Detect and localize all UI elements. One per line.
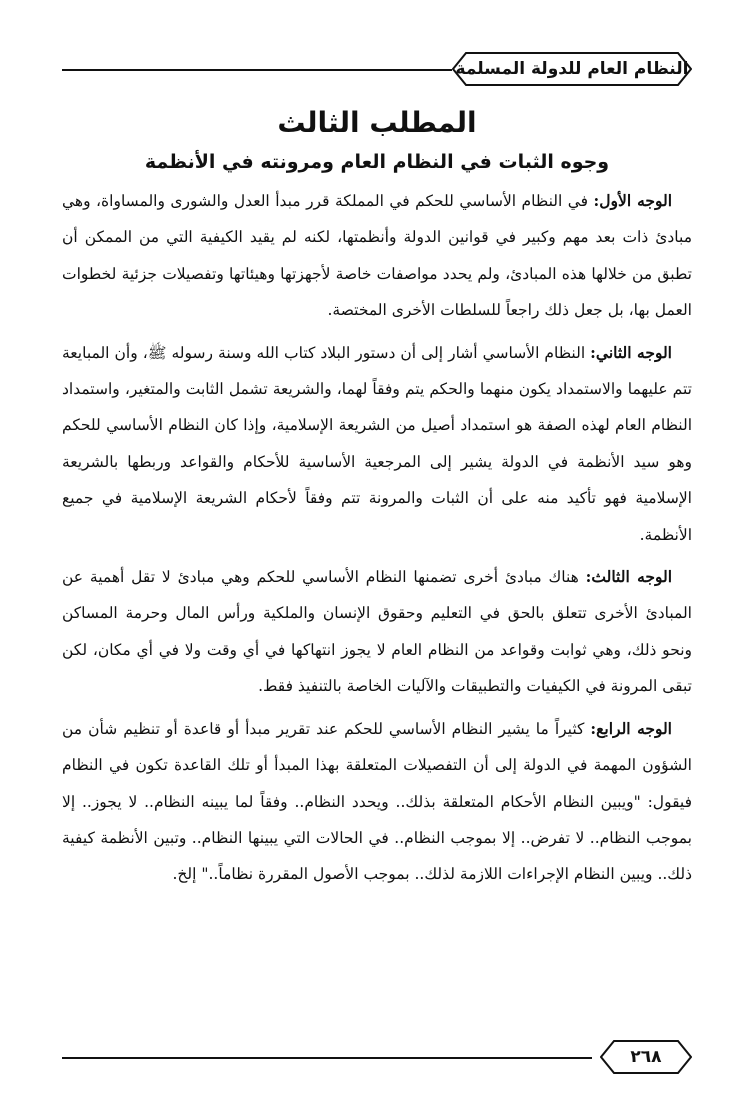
body-text	[62, 183, 692, 899]
page-number-badge	[600, 1040, 692, 1074]
header-rule	[62, 69, 452, 71]
paragraph-lead: الوجه الثاني:	[590, 342, 672, 362]
paragraph-third-aspect	[62, 559, 692, 705]
paragraph-text: كثيراً ما يشير النظام الأساسي للحكم عند تقرير مبدأ أو قاعدة أو تنظيم شأن من الشؤون المهمة في الدولة إلى أن التفصيلات المتعلقة بهذا المبدأ أو تلك القاعدة تكون في النظام فيقول: "ويبين النظام الأحكام المتعلقة بذلك.. ويحدد النظام.. وفقاً لما يبينه النظام.. لا يجوز.. إلا بموجب النظام.. لا تفرض.. إلا بموجب النظام.. في الحالات التي يبينها النظام.. وتبين الأنظمة كيفية ذلك.. ويبين النظام الإجراءات اللازمة لذلك.. بموجب الأصول المقررة نظاماً.." إلخ.	[62, 719, 692, 884]
paragraph-text: في النظام الأساسي للحكم في المملكة قرر مبدأ العدل والشورى والمساواة، وهي مبادئ ذات بعد مهم وكبير في قوانين الدولة وأنظمتها، لكنه لم يقيد الكيفية التي من الممكن أن تطبق من خلالها هذه المبادئ، ولم يحدد مواصفات خاصة لأجهزتها وهيئاتها وتفصيلات جزئية لخطوات العمل بها، بل جعل ذلك راجعاً للسلطات الأخرى المختصة.	[62, 192, 692, 320]
header-title-badge	[452, 52, 692, 86]
page-footer	[62, 1040, 692, 1074]
running-header	[62, 50, 692, 90]
paragraph-lead: الوجه الثالث:	[585, 567, 673, 587]
running-title: النظام العام للدولة المسلمة	[455, 59, 689, 79]
footer-rule	[62, 1057, 592, 1059]
section-subtitle: وجوه الثبات في النظام العام ومرونته في الأنظمة	[144, 151, 610, 173]
paragraph-text: النظام الأساسي أشار إلى أن دستور البلاد كتاب الله وسنة رسوله ﷺ، وأن المبايعة تتم عليهما والاستمداد يكون منهما والحكم يتم وفقاً لهما، والشريعة تشمل الثابت والمتغير، واستمداد النظام العام لهذه الصفة هو استمداد أصيل من الشريعة الإسلامية، وإذا كان النظام الأساسي للحكم وهو سيد الأنظمة في الدولة يشير إلى المرجعية الأساسية للأحكام والقواعد وربطها بالشريعة الإسلامية فهو تأكيد منه على أن الثبات والمرونة تتم وفقاً لأحكام الشريعة الإسلامية في جميع الأنظمة.	[62, 343, 692, 544]
paragraph-second-aspect	[62, 335, 692, 553]
paragraph-first-aspect	[62, 183, 692, 329]
paragraph-text: هناك مبادئ أخرى تضمنها النظام الأساسي للحكم وهي مبادئ لا تقل أهمية عن المبادئ الأخرى تتعلق بالحق في التعليم وحقوق الإنسان والملكية ورأس المال وحرمة المساكن ونحو ذلك، وهي ثوابت وقواعد من النظام العام لا يجوز انتهاكها في أي وقت ولا في أي مكان، لكن تبقى المرونة في الكيفيات والتطبيقات والآليات الخاصة بالتنفيذ فقط.	[62, 568, 692, 696]
paragraph-lead: الوجه الرابع:	[590, 718, 672, 738]
paragraph-fourth-aspect	[62, 711, 692, 893]
section-title: المطلب الثالث	[277, 106, 477, 139]
paragraph-lead: الوجه الأول:	[593, 191, 672, 210]
page-number: ٢٦٨	[630, 1047, 662, 1067]
